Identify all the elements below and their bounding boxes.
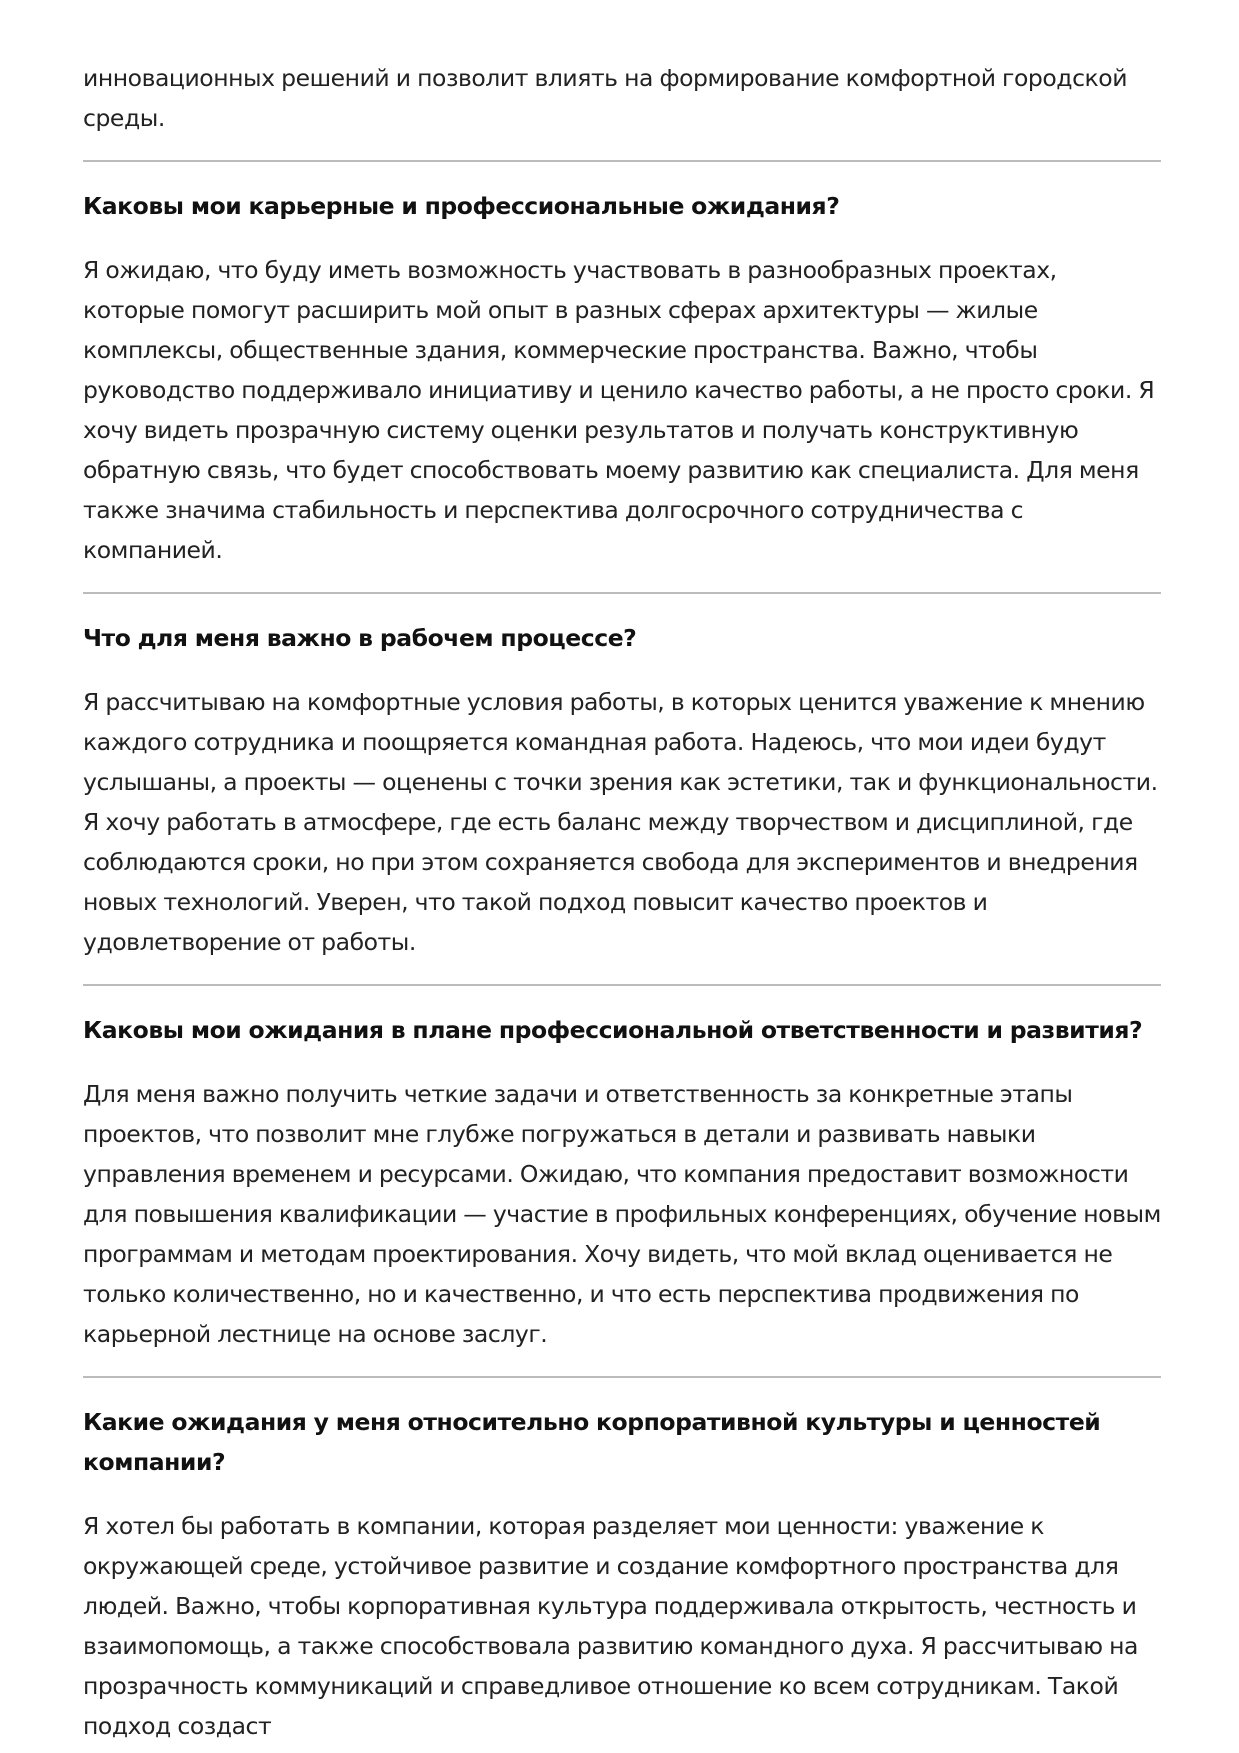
section-responsibility-development bbox=[83, 1010, 1161, 1378]
section-paragraph: Я хотел бы работать в компании, которая разделяет мои ценности: уважение к окружающей среде, устойчивое развитие и создание комфортного пространства для людей. Важно, чтобы корпоративная культура поддерживала открытость, честность и взаимопомощь, а также способствовала развитию командного духа. Я рассчитываю на прозрачность коммуникаций и справедливое отношение ко всем сотрудникам. Такой подход создаст bbox=[83, 1512, 1138, 1740]
section-heading: Каковы мои ожидания в плане профессиональной ответственности и развития? bbox=[83, 1016, 1143, 1044]
section-divider bbox=[83, 160, 1161, 162]
section-corporate-culture bbox=[83, 1402, 1161, 1746]
section-paragraph: Для меня важно получить четкие задачи и ответственность за конкретные этапы проектов, что позволит мне глубже погружаться в детали и развивать навыки управления временем и ресурсами. Ожидаю, что компания предоставит возможности для повышения квалификации — участие в профильных конференциях, обучение новым программам и методам проектирования. Хочу видеть, что мой вклад оценивается не только количественно, но и качественно, и что есть перспектива продвижения по карьерной лестнице на основе заслуг. bbox=[83, 1080, 1161, 1348]
section-paragraph: Я рассчитываю на комфортные условия работы, в которых ценится уважение к мнению каждого сотрудника и поощряется командная работа. Надеюсь, что мои идеи будут услышаны, а проекты — оценены с точки зрения как эстетики, так и функциональности. Я хочу работать в атмосфере, где есть баланс между творчеством и дисциплиной, где соблюдаются сроки, но при этом сохраняется свобода для экспериментов и внедрения новых технологий. Уверен, что такой подход повысит качество проектов и удовлетворение от работы. bbox=[83, 688, 1158, 956]
intro-paragraph: инновационных решений и позволит влиять на формирование комфортной городской среды. bbox=[83, 64, 1128, 132]
section-heading: Какие ожидания у меня относительно корпоративной культуры и ценностей компании? bbox=[83, 1408, 1101, 1476]
section-heading: Каковы мои карьерные и профессиональные ожидания? bbox=[83, 192, 840, 220]
section-divider bbox=[83, 1376, 1161, 1378]
section-work-process bbox=[83, 618, 1161, 986]
section-divider bbox=[83, 592, 1161, 594]
section-paragraph: Я ожидаю, что буду иметь возможность участвовать в разнообразных проектах, которые помогут расширить мой опыт в разных сферах архитектуры — жилые комплексы, общественные здания, коммерческие пространства. Важно, чтобы руководство поддерживало инициативу и ценило качество работы, а не просто сроки. Я хочу видеть прозрачную систему оценки результатов и получать конструктивную обратную связь, что будет способствовать моему развитию как специалиста. Для меня также значима стабильность и перспектива долгосрочного сотрудничества с компанией. bbox=[83, 256, 1155, 564]
section-career-expectations bbox=[83, 186, 1161, 594]
document-page bbox=[83, 58, 1161, 1746]
section-heading: Что для меня важно в рабочем процессе? bbox=[83, 624, 637, 652]
section-divider bbox=[83, 984, 1161, 986]
